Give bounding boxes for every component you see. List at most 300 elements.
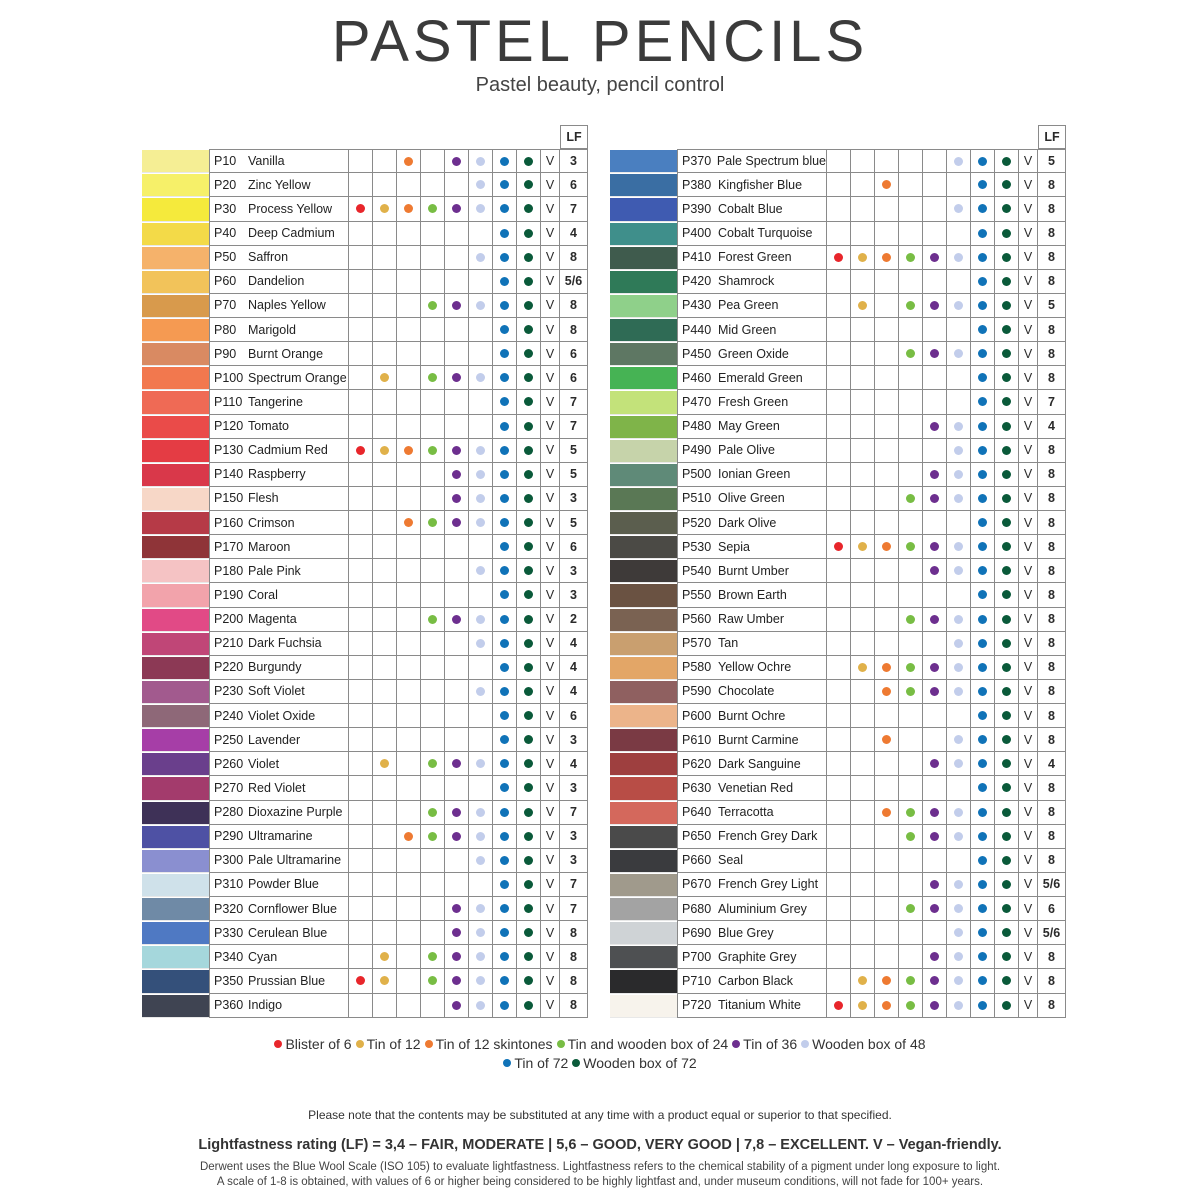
pencil-label: May Green <box>718 419 780 434</box>
pencil-row <box>142 776 588 800</box>
set-dot-icon <box>452 976 461 985</box>
set-cell <box>899 849 923 873</box>
vegan-mark: V <box>541 608 560 632</box>
pencil-row <box>610 825 1066 849</box>
set-dot-icon <box>452 470 461 479</box>
set-dot-icon <box>500 711 509 720</box>
set-cell <box>923 318 947 342</box>
pencil-label: Spectrum Orange <box>248 370 347 385</box>
set-dot-icon <box>882 663 891 672</box>
set-cell <box>349 921 373 945</box>
set-dot-icon <box>906 808 915 817</box>
set-cell <box>421 752 445 776</box>
set-dot-icon <box>858 301 867 310</box>
set-cell <box>421 511 445 535</box>
set-dot-icon <box>978 229 987 238</box>
set-dot-icon <box>978 639 987 648</box>
set-cell <box>971 801 995 825</box>
set-cell <box>373 318 397 342</box>
set-cell <box>899 969 923 993</box>
set-cell <box>493 463 517 487</box>
set-cell <box>971 487 995 511</box>
pencil-row <box>610 487 1066 511</box>
lf-header: LF <box>1038 125 1066 149</box>
set-dot-icon <box>500 904 509 913</box>
pencil-label: Aluminium Grey <box>718 901 807 916</box>
pencil-label: Dandelion <box>248 274 305 289</box>
set-cell <box>373 945 397 969</box>
set-cell <box>493 921 517 945</box>
set-cell <box>923 559 947 583</box>
set-dot-icon <box>906 904 915 913</box>
header-spacer <box>971 125 995 149</box>
lf-value: 4 <box>1038 415 1066 439</box>
set-cell <box>421 415 445 439</box>
color-swatch <box>142 366 209 390</box>
set-cell <box>851 897 875 921</box>
set-cell <box>397 680 421 704</box>
set-cell <box>875 680 899 704</box>
set-dot-icon <box>1002 397 1011 406</box>
set-cell <box>995 439 1019 463</box>
set-dot-icon <box>476 615 485 624</box>
set-cell <box>851 294 875 318</box>
color-swatch <box>610 439 677 463</box>
pencil-code: P460 <box>682 370 712 385</box>
vegan-mark: V <box>541 415 560 439</box>
set-dot-icon <box>930 759 939 768</box>
pencil-code: P120 <box>214 419 244 434</box>
pencil-row <box>142 849 588 873</box>
set-cell <box>923 583 947 607</box>
set-dot-icon <box>500 808 509 817</box>
set-cell <box>373 390 397 414</box>
set-dot-icon <box>1002 157 1011 166</box>
set-cell <box>923 463 947 487</box>
set-cell <box>875 825 899 849</box>
lf-value: 6 <box>1038 897 1066 921</box>
set-dot-icon <box>524 180 533 189</box>
pencil-label: Olive Green <box>718 491 785 506</box>
set-cell <box>493 270 517 294</box>
set-dot-icon <box>858 663 867 672</box>
set-cell <box>469 294 493 318</box>
set-cell <box>469 680 493 704</box>
set-cell <box>469 752 493 776</box>
set-cell <box>469 801 493 825</box>
vegan-mark: V <box>541 439 560 463</box>
set-dot-icon <box>356 446 365 455</box>
pencil-code: P230 <box>214 684 244 699</box>
set-cell <box>421 390 445 414</box>
set-dot-icon <box>978 422 987 431</box>
vegan-mark: V <box>541 873 560 897</box>
color-swatch <box>142 270 209 294</box>
pencil-name <box>209 415 349 439</box>
set-dot-icon <box>1002 253 1011 262</box>
set-cell <box>923 222 947 246</box>
pencil-label: Powder Blue <box>248 877 319 892</box>
set-cell <box>349 415 373 439</box>
pencil-row <box>610 197 1066 221</box>
set-cell <box>517 222 541 246</box>
set-dot-icon <box>978 397 987 406</box>
set-cell <box>397 825 421 849</box>
set-cell <box>971 921 995 945</box>
set-cell <box>469 608 493 632</box>
set-cell <box>947 535 971 559</box>
color-swatch <box>610 318 677 342</box>
set-cell <box>995 463 1019 487</box>
set-cell <box>875 222 899 246</box>
pencil-name <box>209 849 349 873</box>
color-swatch <box>610 583 677 607</box>
set-cell <box>995 294 1019 318</box>
lf-value: 8 <box>1038 583 1066 607</box>
set-cell <box>493 849 517 873</box>
set-dot-icon <box>524 808 533 817</box>
set-cell <box>397 222 421 246</box>
pencil-code: P570 <box>682 636 712 651</box>
set-cell <box>923 390 947 414</box>
set-cell <box>373 415 397 439</box>
set-cell <box>517 921 541 945</box>
set-cell <box>971 173 995 197</box>
pencil-row <box>610 632 1066 656</box>
lf-value: 8 <box>1038 825 1066 849</box>
set-cell <box>923 270 947 294</box>
pencil-row <box>610 535 1066 559</box>
set-cell <box>875 511 899 535</box>
pencil-row <box>142 704 588 728</box>
set-cell <box>971 969 995 993</box>
set-dot-icon <box>476 928 485 937</box>
color-swatch <box>142 583 209 607</box>
set-dot-icon <box>1002 518 1011 527</box>
set-dot-icon <box>954 904 963 913</box>
set-cell <box>517 439 541 463</box>
color-swatch <box>610 849 677 873</box>
set-cell <box>517 366 541 390</box>
pencil-label: Dark Olive <box>718 515 777 530</box>
set-cell <box>923 994 947 1018</box>
pencil-label: Dioxazine Purple <box>248 805 343 820</box>
set-dot-icon <box>524 422 533 431</box>
set-dot-icon <box>524 952 533 961</box>
set-dot-icon <box>380 976 389 985</box>
lf-value: 3 <box>560 583 588 607</box>
set-cell <box>397 246 421 270</box>
set-dot-icon <box>452 204 461 213</box>
vegan-mark: V <box>541 945 560 969</box>
set-dot-icon <box>500 759 509 768</box>
lf-value: 8 <box>560 294 588 318</box>
pencil-code: P430 <box>682 298 712 313</box>
description-line-2: A scale of 1-8 is obtained, with values of 6 or higher being considered to be highly lightfast and, under museum conditions, will not fade for 100+ years. <box>216 1176 984 1188</box>
set-cell <box>851 656 875 680</box>
set-dot-icon <box>930 253 939 262</box>
color-swatch <box>142 390 209 414</box>
set-cell <box>373 559 397 583</box>
set-cell <box>421 294 445 318</box>
set-dot-icon <box>930 952 939 961</box>
set-cell <box>469 439 493 463</box>
pencil-label: Tangerine <box>248 394 303 409</box>
pencil-name <box>677 390 827 414</box>
vegan-mark: V <box>541 632 560 656</box>
set-cell <box>899 294 923 318</box>
lf-value: 3 <box>560 487 588 511</box>
pencil-code: P40 <box>214 226 237 241</box>
pencil-row <box>610 921 1066 945</box>
lf-value: 8 <box>1038 776 1066 800</box>
pencil-code: P140 <box>214 467 244 482</box>
legend-label: Tin of 12 <box>366 1036 421 1052</box>
set-cell <box>995 318 1019 342</box>
set-cell <box>421 366 445 390</box>
vegan-mark: V <box>541 197 560 221</box>
set-cell <box>517 728 541 752</box>
pencil-row <box>142 463 588 487</box>
legend-dot-icon <box>503 1059 511 1067</box>
set-dot-icon <box>452 832 461 841</box>
set-cell <box>493 511 517 535</box>
pencil-row <box>610 704 1066 728</box>
set-cell <box>851 583 875 607</box>
set-cell <box>373 197 397 221</box>
set-cell <box>827 439 851 463</box>
set-cell <box>947 318 971 342</box>
set-cell <box>445 294 469 318</box>
pencil-row <box>610 415 1066 439</box>
legend-item <box>425 1036 553 1052</box>
set-cell <box>421 342 445 366</box>
lf-value: 5/6 <box>1038 873 1066 897</box>
pencil-label: Ionian Green <box>718 467 791 482</box>
pencil-name <box>677 656 827 680</box>
pencil-name <box>209 583 349 607</box>
vegan-mark: V <box>1019 559 1038 583</box>
set-cell <box>421 318 445 342</box>
set-dot-icon <box>1002 856 1011 865</box>
set-cell <box>397 656 421 680</box>
set-dot-icon <box>500 518 509 527</box>
set-cell <box>947 246 971 270</box>
set-cell <box>397 487 421 511</box>
color-swatch <box>610 656 677 680</box>
pencil-row <box>142 632 588 656</box>
set-dot-icon <box>524 928 533 937</box>
set-cell <box>971 897 995 921</box>
set-cell <box>421 559 445 583</box>
pencil-label: Carbon Black <box>718 973 794 988</box>
set-cell <box>493 994 517 1018</box>
set-cell <box>827 487 851 511</box>
color-swatch <box>142 149 209 173</box>
set-cell <box>517 969 541 993</box>
vegan-mark: V <box>541 825 560 849</box>
pencil-name <box>209 487 349 511</box>
vegan-mark: V <box>1019 632 1038 656</box>
set-dot-icon <box>524 832 533 841</box>
pencil-row <box>610 801 1066 825</box>
lf-value: 7 <box>560 415 588 439</box>
set-cell <box>827 728 851 752</box>
set-dot-icon <box>930 422 939 431</box>
set-cell <box>421 270 445 294</box>
pencil-code: P170 <box>214 539 244 554</box>
pencil-label: French Grey Dark <box>718 829 818 844</box>
legend-dot-icon <box>425 1040 433 1048</box>
pencil-name <box>209 270 349 294</box>
set-cell <box>421 776 445 800</box>
set-cell <box>827 294 851 318</box>
set-cell <box>851 415 875 439</box>
lightfastness-rating: Lightfastness rating (LF) = 3,4 – FAIR, MODERATE | 5,6 – GOOD, VERY GOOD | 7,8 – EXCELLENT. V – Vegan-friendly. <box>198 1137 1002 1153</box>
lf-value: 7 <box>560 197 588 221</box>
set-cell <box>349 342 373 366</box>
legend-label: Blister of 6 <box>285 1036 352 1052</box>
pencil-code: P210 <box>214 636 244 651</box>
set-dot-icon <box>524 446 533 455</box>
set-dot-icon <box>954 808 963 817</box>
set-dot-icon <box>380 204 389 213</box>
pencil-code: P690 <box>682 925 712 940</box>
pencil-code: P90 <box>214 346 237 361</box>
set-cell <box>851 945 875 969</box>
pencil-code: P280 <box>214 805 244 820</box>
set-cell <box>995 390 1019 414</box>
pencil-name <box>677 801 827 825</box>
legend-dot-icon <box>356 1040 364 1048</box>
set-dot-icon <box>524 204 533 213</box>
set-cell <box>469 415 493 439</box>
vegan-mark: V <box>1019 680 1038 704</box>
pencil-code: P220 <box>214 660 244 675</box>
set-cell <box>971 342 995 366</box>
set-cell <box>445 728 469 752</box>
set-cell <box>971 535 995 559</box>
set-cell <box>493 704 517 728</box>
pencil-name <box>677 222 827 246</box>
set-cell <box>827 825 851 849</box>
set-cell <box>373 776 397 800</box>
set-cell <box>445 752 469 776</box>
set-cell <box>469 535 493 559</box>
substitution-note: Please note that the contents may be substituted at any time with a product equal or superior to that specified. <box>308 1108 892 1122</box>
set-cell <box>493 559 517 583</box>
set-dot-icon <box>906 494 915 503</box>
pencil-row <box>142 608 588 632</box>
pencil-name <box>209 969 349 993</box>
set-cell <box>971 246 995 270</box>
lf-value: 8 <box>1038 728 1066 752</box>
set-cell <box>827 270 851 294</box>
lf-value: 6 <box>560 366 588 390</box>
set-dot-icon <box>978 590 987 599</box>
lf-value: 8 <box>1038 246 1066 270</box>
set-dot-icon <box>356 976 365 985</box>
set-cell <box>517 632 541 656</box>
set-cell <box>517 945 541 969</box>
lf-value: 7 <box>1038 390 1066 414</box>
lf-value: 8 <box>1038 222 1066 246</box>
color-swatch <box>610 994 677 1018</box>
lightfastness-description <box>0 1160 1200 1190</box>
set-cell <box>445 897 469 921</box>
set-cell <box>421 704 445 728</box>
set-cell <box>875 390 899 414</box>
set-dot-icon <box>954 253 963 262</box>
pencil-label: Graphite Grey <box>718 949 797 964</box>
color-swatch <box>142 921 209 945</box>
set-dot-icon <box>954 157 963 166</box>
set-dot-icon <box>476 470 485 479</box>
pencil-row <box>610 969 1066 993</box>
pencil-name <box>677 728 827 752</box>
set-cell <box>995 632 1019 656</box>
set-dot-icon <box>954 422 963 431</box>
set-cell <box>899 921 923 945</box>
pencil-code: P370 <box>682 154 712 169</box>
set-cell <box>421 994 445 1018</box>
set-cell <box>349 439 373 463</box>
set-cell <box>421 222 445 246</box>
pencil-code: P530 <box>682 539 712 554</box>
set-cell <box>349 173 373 197</box>
vegan-mark: V <box>541 897 560 921</box>
pencil-code: P600 <box>682 708 712 723</box>
lf-value: 8 <box>1038 945 1066 969</box>
set-dot-icon <box>524 325 533 334</box>
pencil-name <box>209 704 349 728</box>
set-cell <box>923 825 947 849</box>
set-cell <box>899 632 923 656</box>
set-cell <box>349 197 373 221</box>
color-swatch <box>610 535 677 559</box>
vegan-mark: V <box>1019 801 1038 825</box>
set-dot-icon <box>500 446 509 455</box>
set-dot-icon <box>954 639 963 648</box>
pencil-name <box>209 366 349 390</box>
set-cell <box>875 342 899 366</box>
set-dot-icon <box>1002 808 1011 817</box>
vegan-mark: V <box>541 801 560 825</box>
set-cell <box>397 801 421 825</box>
set-cell <box>923 608 947 632</box>
set-cell <box>827 776 851 800</box>
pencil-label: Brown Earth <box>718 587 787 602</box>
set-cell <box>373 246 397 270</box>
set-dot-icon <box>978 904 987 913</box>
set-dot-icon <box>930 880 939 889</box>
set-cell <box>373 439 397 463</box>
lf-value: 4 <box>1038 752 1066 776</box>
vegan-mark: V <box>541 656 560 680</box>
pencil-code: P350 <box>214 973 244 988</box>
set-dot-icon <box>954 952 963 961</box>
set-dot-icon <box>380 373 389 382</box>
set-cell <box>493 318 517 342</box>
set-dot-icon <box>476 204 485 213</box>
pencil-row <box>142 873 588 897</box>
set-cell <box>421 487 445 511</box>
set-cell <box>995 197 1019 221</box>
set-cell <box>851 318 875 342</box>
lf-value: 8 <box>1038 849 1066 873</box>
set-cell <box>493 487 517 511</box>
pencil-row <box>610 849 1066 873</box>
